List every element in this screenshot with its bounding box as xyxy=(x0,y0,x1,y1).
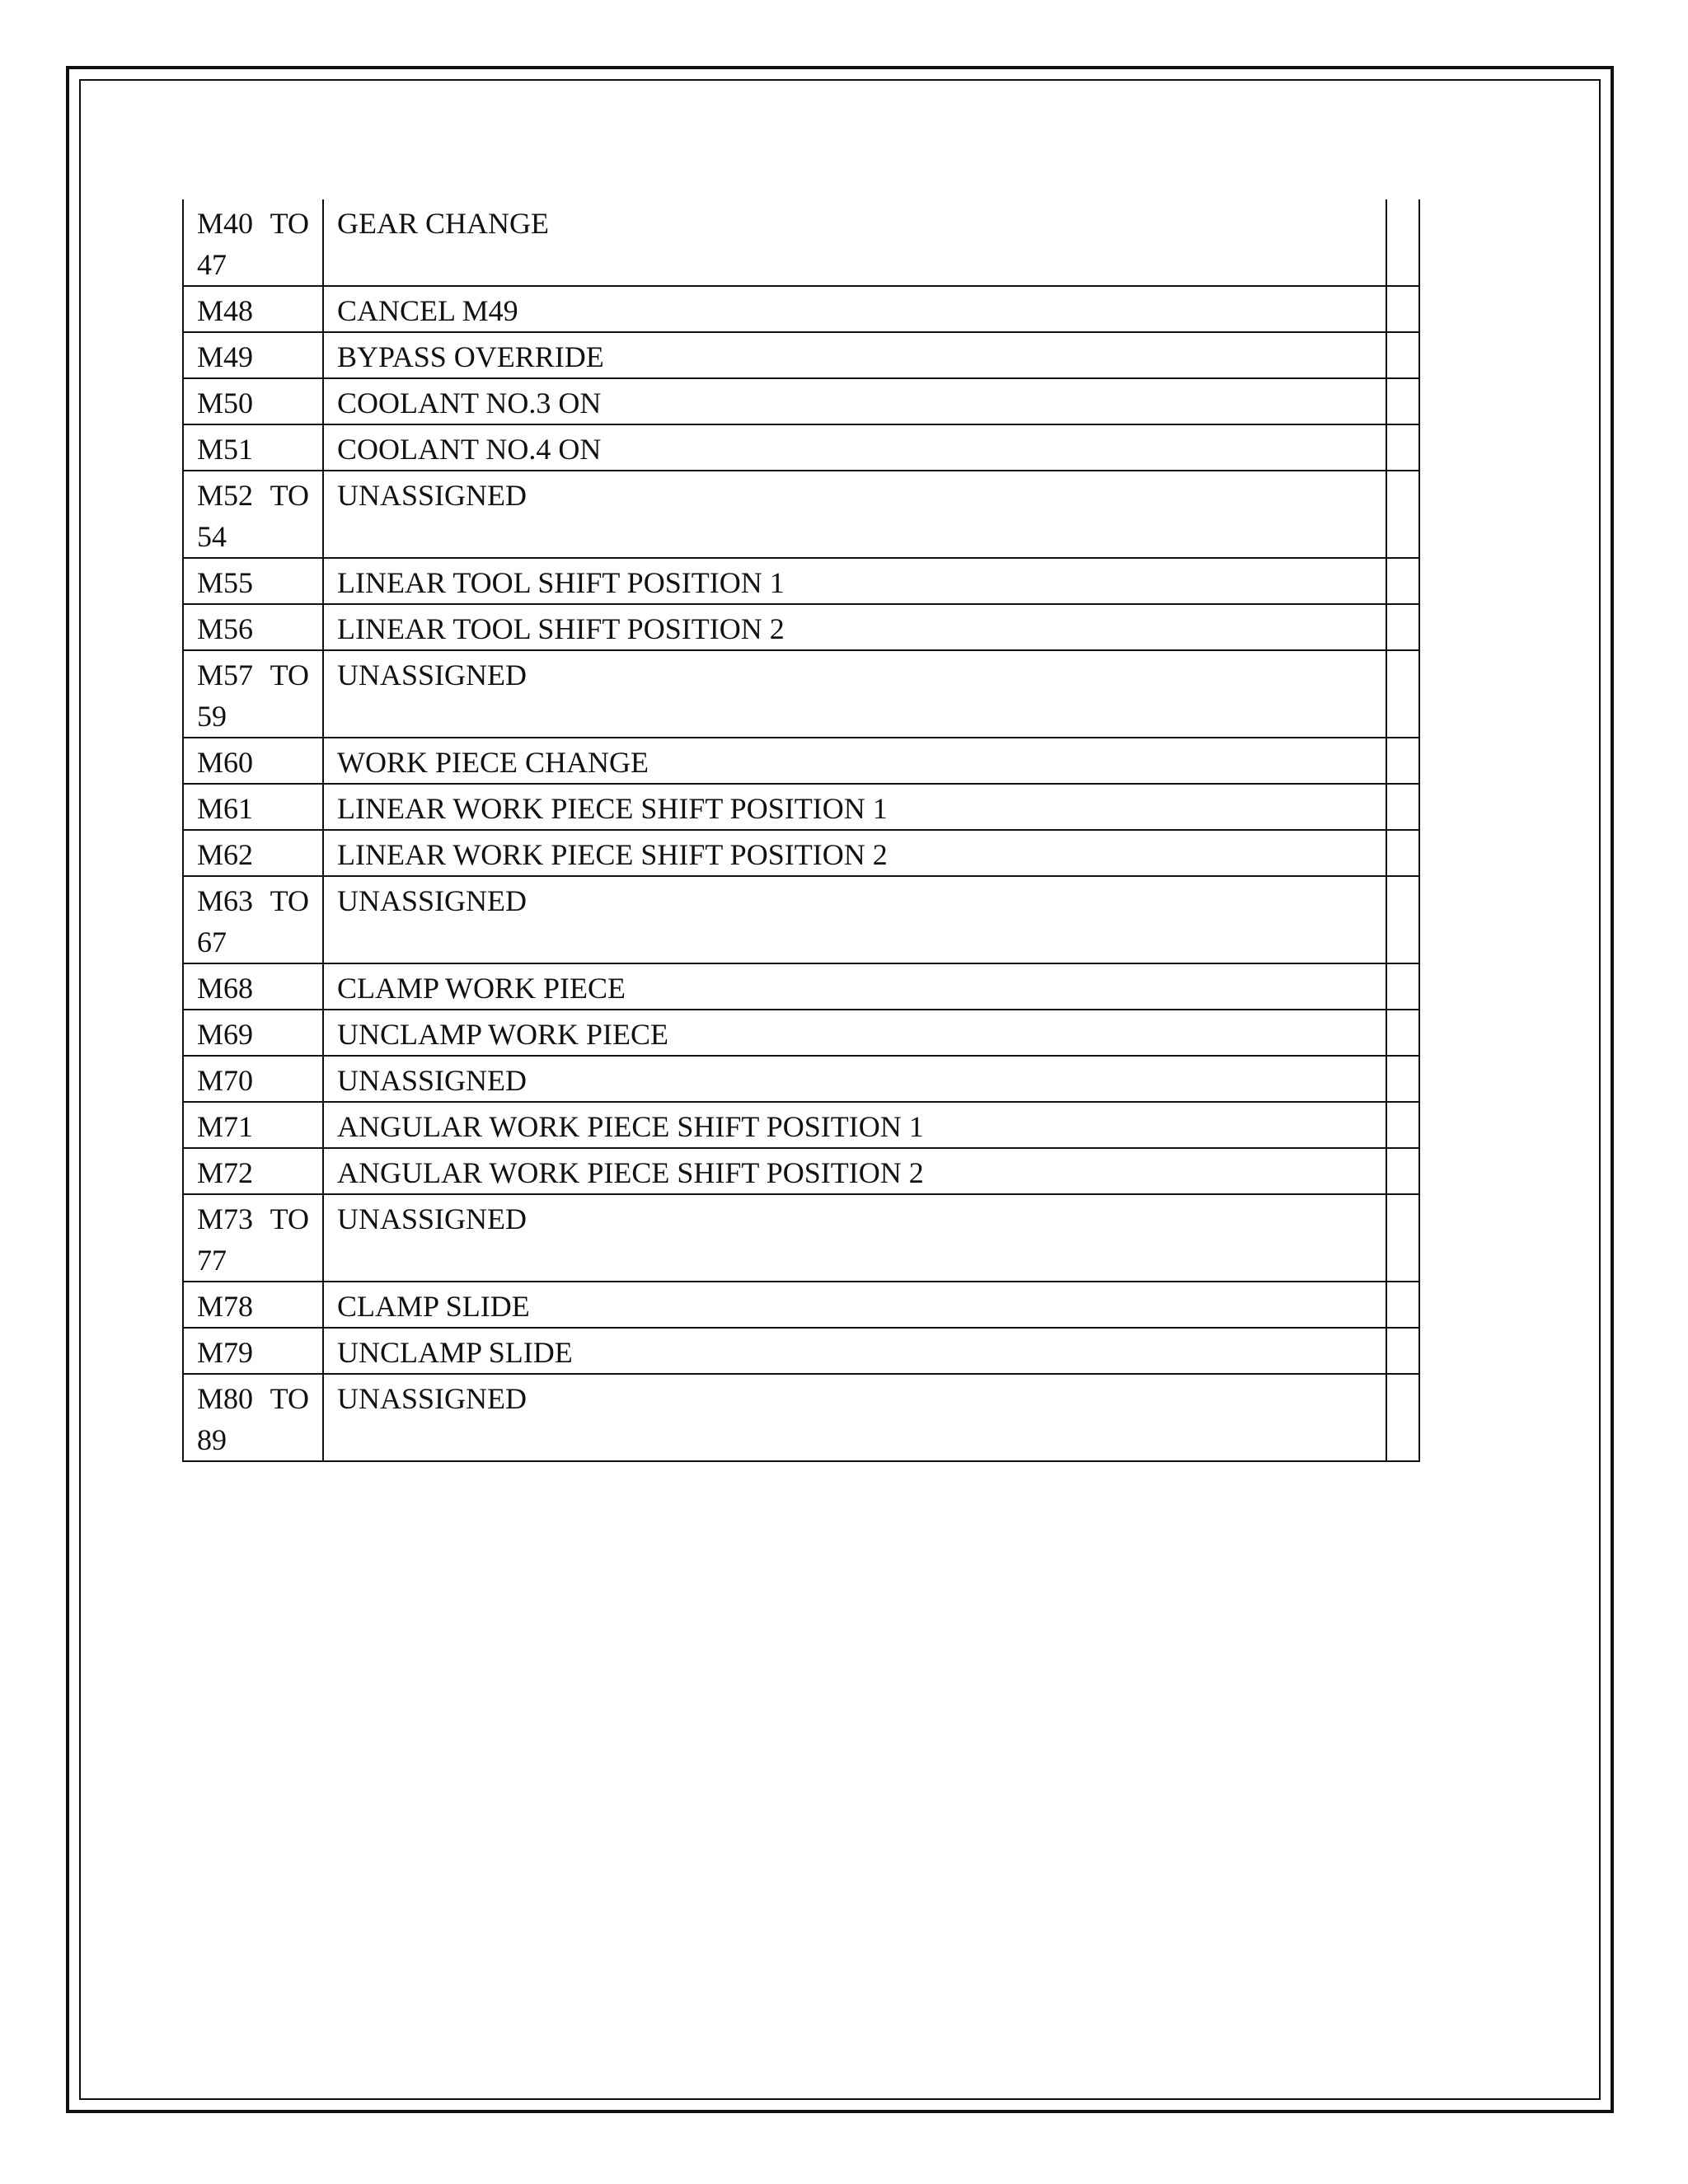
table-row xyxy=(183,1056,1419,1102)
table-row xyxy=(183,199,1419,286)
empty-cell xyxy=(1386,1056,1419,1102)
m-code-cell: M40 TO 47 xyxy=(183,199,323,286)
description-cell: UNASSIGNED xyxy=(323,1056,1386,1102)
description-cell: UNASSIGNED xyxy=(323,1374,1386,1461)
m-code-cell: M71 xyxy=(183,1102,323,1148)
description-cell: UNASSIGNED xyxy=(323,876,1386,963)
empty-cell xyxy=(1386,1282,1419,1328)
m-code-cell: M69 xyxy=(183,1010,323,1056)
table-row xyxy=(183,963,1419,1010)
empty-cell xyxy=(1386,424,1419,471)
table-row xyxy=(183,378,1419,424)
empty-cell xyxy=(1386,558,1419,604)
m-code-cell: M52 TO 54 xyxy=(183,471,323,558)
description-cell: CLAMP SLIDE xyxy=(323,1282,1386,1328)
description-cell: UNASSIGNED xyxy=(323,471,1386,558)
table-row xyxy=(183,332,1419,378)
table-row xyxy=(183,738,1419,784)
description-cell: ANGULAR WORK PIECE SHIFT POSITION 1 xyxy=(323,1102,1386,1148)
description-cell: CANCEL M49 xyxy=(323,286,1386,332)
description-cell: LINEAR WORK PIECE SHIFT POSITION 1 xyxy=(323,784,1386,830)
empty-cell xyxy=(1386,650,1419,738)
table-row xyxy=(183,1328,1419,1374)
m-code-cell: M51 xyxy=(183,424,323,471)
m-code-cell: M48 xyxy=(183,286,323,332)
description-cell: UNCLAMP SLIDE xyxy=(323,1328,1386,1374)
table-row xyxy=(183,1148,1419,1194)
empty-cell xyxy=(1386,963,1419,1010)
empty-cell xyxy=(1386,1328,1419,1374)
empty-cell xyxy=(1386,1010,1419,1056)
table-row xyxy=(183,1194,1419,1282)
table-row xyxy=(183,650,1419,738)
description-cell: COOLANT NO.4 ON xyxy=(323,424,1386,471)
empty-cell xyxy=(1386,830,1419,876)
m-code-cell: M68 xyxy=(183,963,323,1010)
empty-cell xyxy=(1386,876,1419,963)
empty-cell xyxy=(1386,378,1419,424)
m-code-cell: M56 xyxy=(183,604,323,650)
empty-cell xyxy=(1386,784,1419,830)
table-row xyxy=(183,286,1419,332)
table-row xyxy=(183,876,1419,963)
empty-cell xyxy=(1386,1148,1419,1194)
m-code-cell: M57 TO 59 xyxy=(183,650,323,738)
empty-cell xyxy=(1386,286,1419,332)
table-row xyxy=(183,604,1419,650)
m-code-cell: M49 xyxy=(183,332,323,378)
table-row xyxy=(183,1374,1419,1461)
m-code-cell: M72 xyxy=(183,1148,323,1194)
m-code-cell: M60 xyxy=(183,738,323,784)
description-cell: CLAMP WORK PIECE xyxy=(323,963,1386,1010)
m-code-cell: M61 xyxy=(183,784,323,830)
m-code-cell: M73 TO 77 xyxy=(183,1194,323,1282)
description-cell: WORK PIECE CHANGE xyxy=(323,738,1386,784)
m-code-cell: M80 TO 89 xyxy=(183,1374,323,1461)
empty-cell xyxy=(1386,604,1419,650)
empty-cell xyxy=(1386,471,1419,558)
m-code-cell: M55 xyxy=(183,558,323,604)
description-cell: UNCLAMP WORK PIECE xyxy=(323,1010,1386,1056)
table-row xyxy=(183,1010,1419,1056)
empty-cell xyxy=(1386,1102,1419,1148)
table-row xyxy=(183,558,1419,604)
m-code-table xyxy=(182,199,1420,1462)
description-cell: BYPASS OVERRIDE xyxy=(323,332,1386,378)
empty-cell xyxy=(1386,1374,1419,1461)
m-code-cell: M62 xyxy=(183,830,323,876)
table-row xyxy=(183,1282,1419,1328)
description-cell: LINEAR WORK PIECE SHIFT POSITION 2 xyxy=(323,830,1386,876)
empty-cell xyxy=(1386,738,1419,784)
table-row xyxy=(183,1102,1419,1148)
m-code-cell: M63 TO 67 xyxy=(183,876,323,963)
description-cell: LINEAR TOOL SHIFT POSITION 2 xyxy=(323,604,1386,650)
description-cell: GEAR CHANGE xyxy=(323,199,1386,286)
m-code-cell: M78 xyxy=(183,1282,323,1328)
empty-cell xyxy=(1386,199,1419,286)
table-row xyxy=(183,424,1419,471)
m-code-cell: M70 xyxy=(183,1056,323,1102)
empty-cell xyxy=(1386,332,1419,378)
table-row xyxy=(183,830,1419,876)
m-code-cell: M50 xyxy=(183,378,323,424)
table-row xyxy=(183,784,1419,830)
description-cell: COOLANT NO.3 ON xyxy=(323,378,1386,424)
description-cell: UNASSIGNED xyxy=(323,650,1386,738)
empty-cell xyxy=(1386,1194,1419,1282)
m-code-cell: M79 xyxy=(183,1328,323,1374)
table-row xyxy=(183,471,1419,558)
description-cell: UNASSIGNED xyxy=(323,1194,1386,1282)
description-cell: ANGULAR WORK PIECE SHIFT POSITION 2 xyxy=(323,1148,1386,1194)
description-cell: LINEAR TOOL SHIFT POSITION 1 xyxy=(323,558,1386,604)
